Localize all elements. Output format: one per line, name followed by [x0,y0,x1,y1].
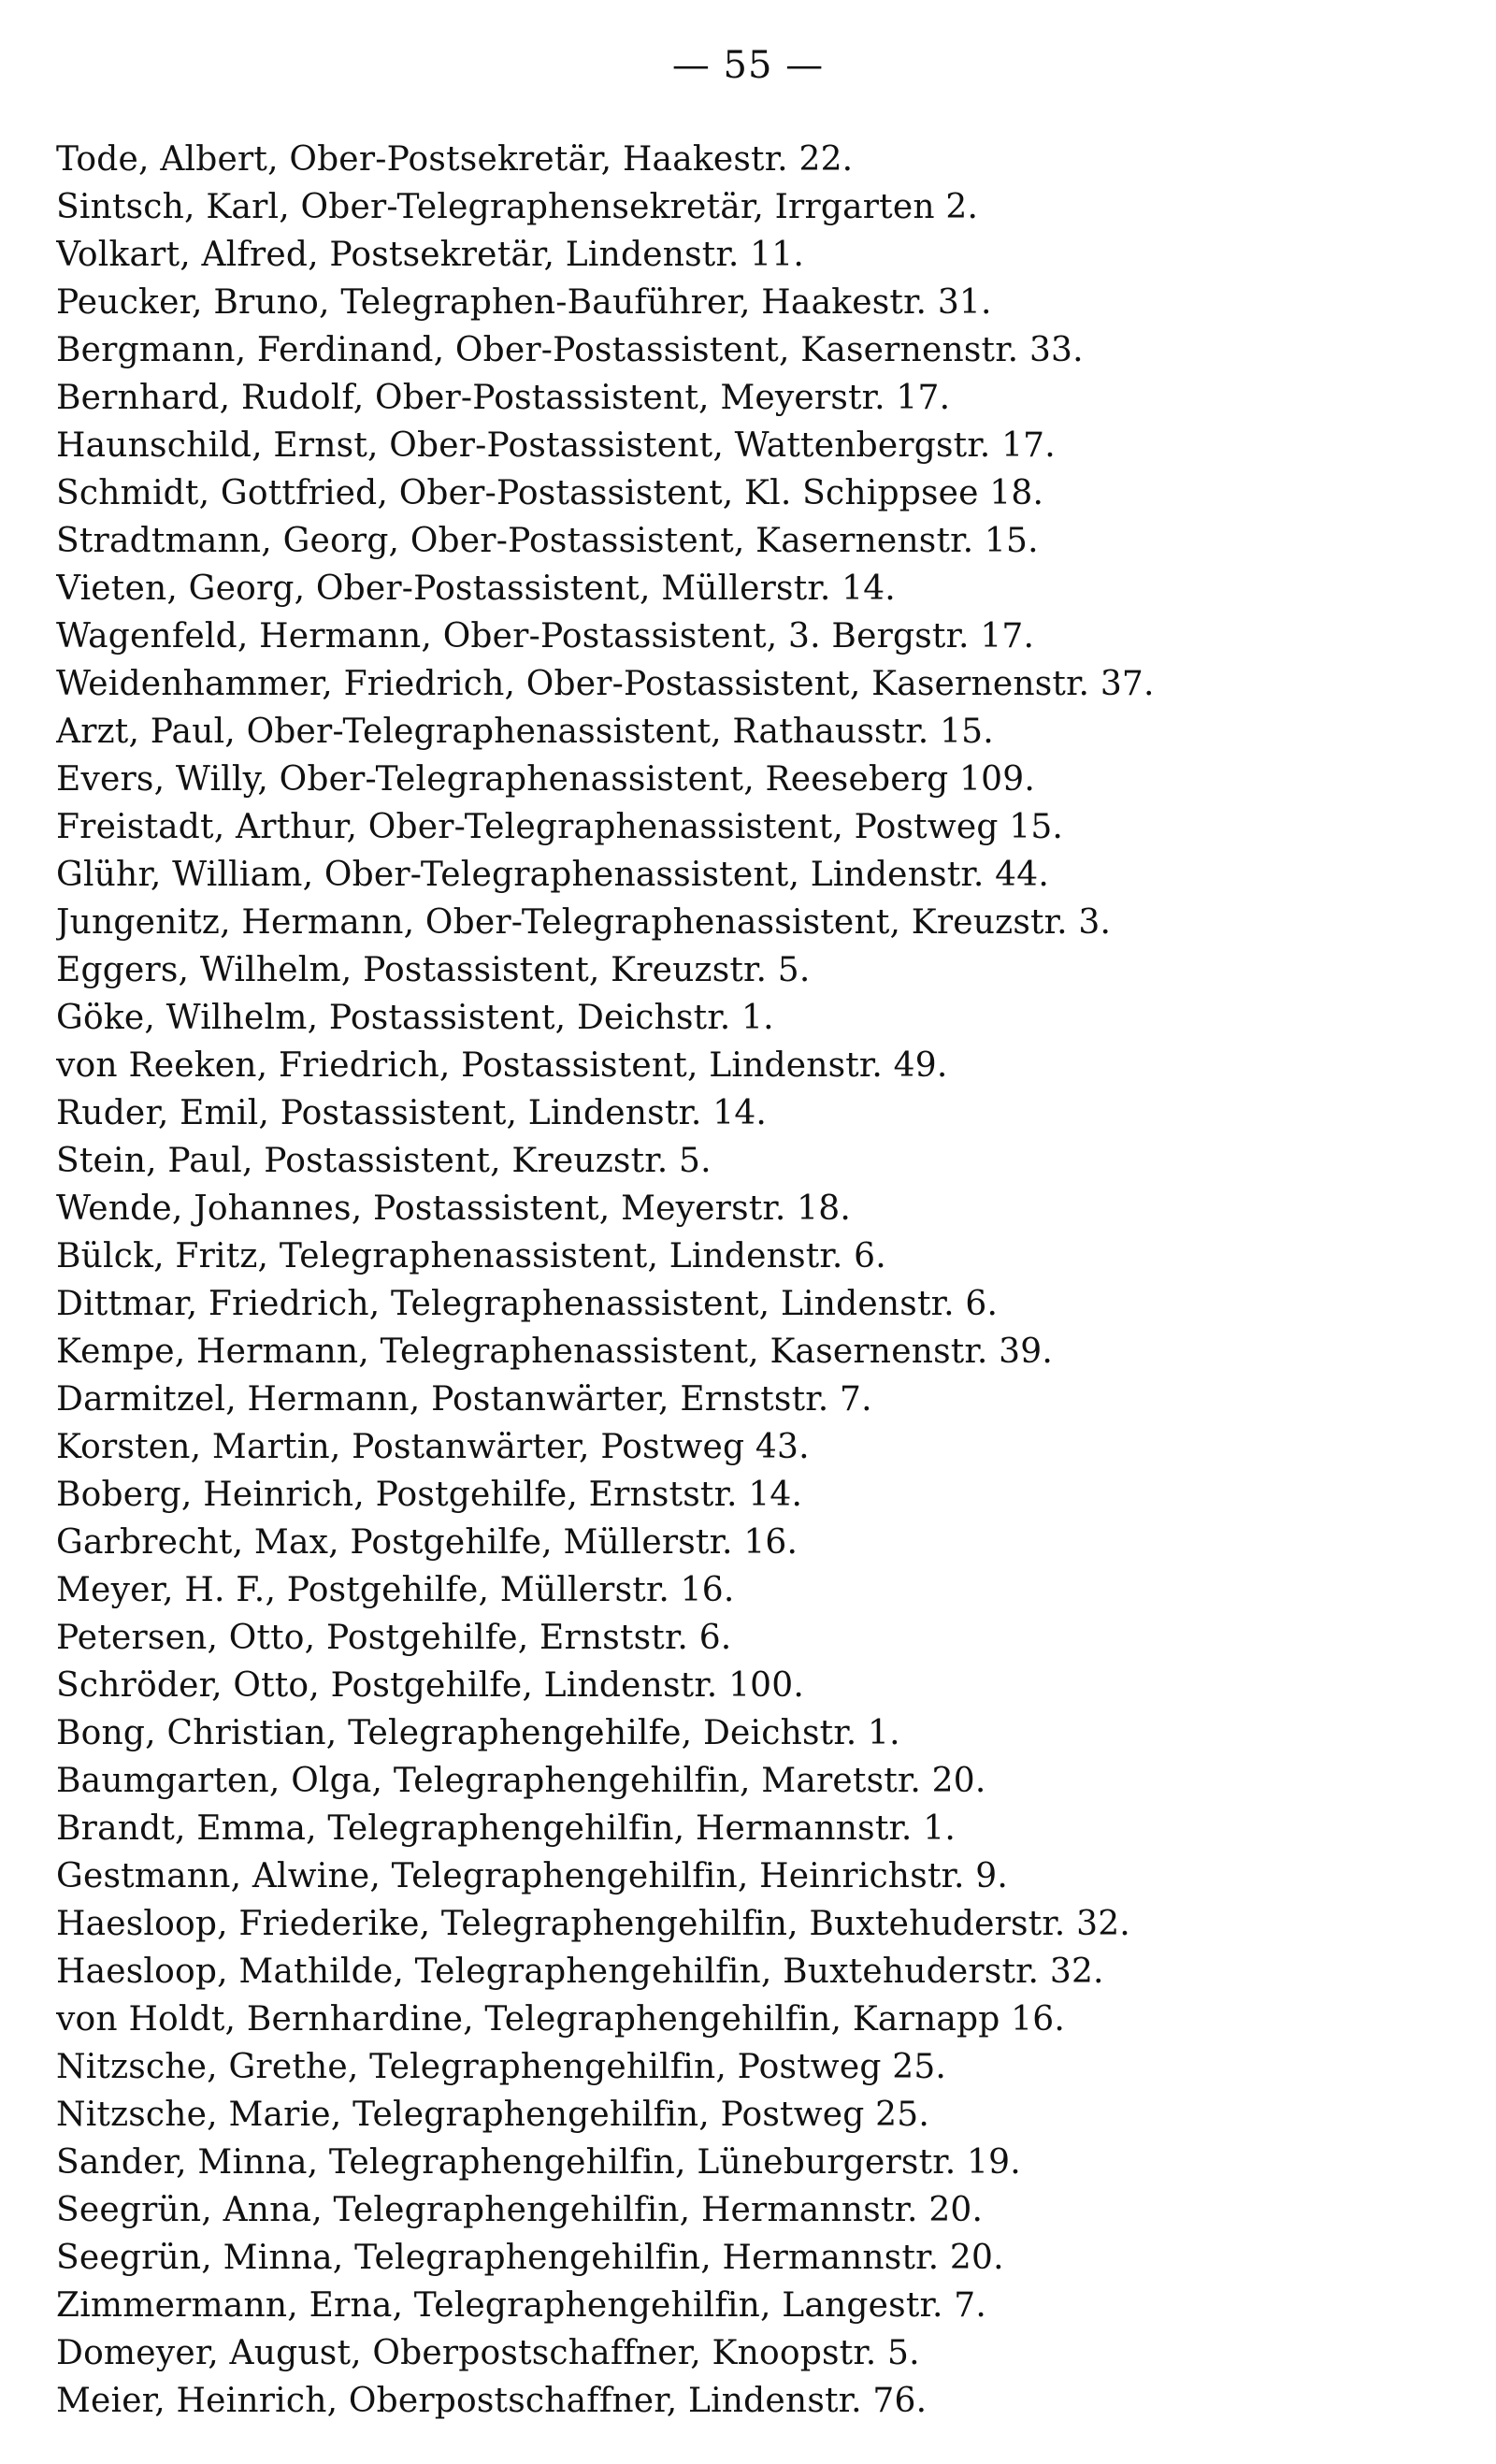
directory-entry: Jungenitz, Hermann, Ober-Telegraphenassistent, Kreuzstr. 3. [56,903,1112,942]
directory-entry: Göke, Wilhelm, Postassistent, Deichstr. 1. [56,999,774,1037]
directory-entry: Wagenfeld, Hermann, Ober-Postassistent, 3. Bergstr. 17. [56,617,1035,656]
directory-entry: Garbrecht, Max, Postgehilfe, Müllerstr. 16. [56,1523,798,1562]
directory-entry: Sander, Minna, Telegraphengehilfin, Lüneburgerstr. 19. [56,2143,1021,2182]
directory-entry: Eggers, Wilhelm, Postassistent, Kreuzstr. 5. [56,951,811,989]
directory-entry: von Holdt, Bernhardine, Telegraphengehilfin, Karnapp 16. [56,2000,1066,2039]
directory-entry: Peucker, Bruno, Telegraphen-Bauführer, Haakestr. 31. [56,283,992,322]
directory-entry: Tode, Albert, Ober-Postsekretär, Haakestr. 22. [56,140,854,179]
directory-entry: Bülck, Fritz, Telegraphenassistent, Lindenstr. 6. [56,1237,886,1275]
directory-entry: Nitzsche, Grethe, Telegraphengehilfin, Postweg 25. [56,2048,947,2086]
directory-entry: Boberg, Heinrich, Postgehilfe, Ernststr. 14. [56,1476,803,1514]
directory-entry: Ruder, Emil, Postassistent, Lindenstr. 14. [56,1094,768,1132]
directory-list [56,136,1300,2425]
directory-entry: Freistadt, Arthur, Ober-Telegraphenassistent, Postweg 15. [56,808,1064,846]
directory-entry: Zimmermann, Erna, Telegraphengehilfin, Langestr. 7. [56,2286,986,2325]
directory-entry: Seegrün, Minna, Telegraphengehilfin, Hermannstr. 20. [56,2239,1004,2277]
directory-entry: Baumgarten, Olga, Telegraphengehilfin, Maretstr. 20. [56,1762,986,1800]
directory-entry: Brandt, Emma, Telegraphengehilfin, Hermannstr. 1. [56,1809,956,1848]
directory-entry: Evers, Willy, Ober-Telegraphenassistent, Reeseberg 109. [56,760,1035,799]
directory-entry: Seegrün, Anna, Telegraphengehilfin, Hermannstr. 20. [56,2191,984,2229]
directory-entry: Arzt, Paul, Ober-Telegraphenassistent, Rathausstr. 15. [56,713,994,751]
directory-entry: Meier, Heinrich, Oberpostschaffner, Lindenstr. 76. [56,2382,928,2420]
directory-entry: Wende, Johannes, Postassistent, Meyerstr. 18. [56,1189,852,1228]
directory-entry: Korsten, Martin, Postanwärter, Postweg 43. [56,1428,810,1466]
directory-entry: Schmidt, Gottfried, Ober-Postassistent, Kl. Schippsee 18. [56,474,1044,512]
directory-entry: Vieten, Georg, Ober-Postassistent, Müllerstr. 14. [56,569,896,608]
directory-entry: Stradtmann, Georg, Ober-Postassistent, Kasernenstr. 15. [56,522,1039,560]
directory-entry: Darmitzel, Hermann, Postanwärter, Ernststr. 7. [56,1380,872,1419]
directory-entry: Bong, Christian, Telegraphengehilfe, Deichstr. 1. [56,1714,900,1752]
directory-entry: Domeyer, August, Oberpostschaffner, Knoopstr. 5. [56,2334,920,2372]
directory-entry: Schröder, Otto, Postgehilfe, Lindenstr. 100. [56,1666,805,1705]
directory-entry: Glühr, William, Ober-Telegraphenassistent, Lindenstr. 44. [56,856,1050,894]
directory-entry: Meyer, H. F., Postgehilfe, Müllerstr. 16. [56,1571,735,1609]
directory-entry: Petersen, Otto, Postgehilfe, Ernststr. 6. [56,1619,732,1657]
directory-entry: Bergmann, Ferdinand, Ober-Postassistent, Kasernenstr. 33. [56,331,1084,369]
directory-entry: Nitzsche, Marie, Telegraphengehilfin, Postweg 25. [56,2096,929,2134]
directory-entry: Gestmann, Alwine, Telegraphengehilfin, Heinrichstr. 9. [56,1857,1009,1895]
directory-entry: Bernhard, Rudolf, Ober-Postassistent, Meyerstr. 17. [56,379,951,417]
directory-entry: Volkart, Alfred, Postsekretär, Lindenstr. 11. [56,236,805,274]
directory-entry: Haunschild, Ernst, Ober-Postassistent, Wattenbergstr. 17. [56,426,1056,465]
directory-entry: Weidenhammer, Friedrich, Ober-Postassistent, Kasernenstr. 37. [56,665,1155,703]
directory-entry: Sintsch, Karl, Ober-Telegraphensekretär, Irrgarten 2. [56,188,979,226]
directory-entry: von Reeken, Friedrich, Postassistent, Lindenstr. 49. [56,1046,948,1085]
directory-entry: Stein, Paul, Postassistent, Kreuzstr. 5. [56,1142,712,1180]
directory-entry: Haesloop, Mathilde, Telegraphengehilfin, Buxtehuderstr. 32. [56,1952,1104,1991]
directory-entry: Dittmar, Friedrich, Telegraphenassistent, Lindenstr. 6. [56,1285,999,1323]
page-number: — 55 — [671,44,825,87]
directory-entry: Haesloop, Friederike, Telegraphengehilfin, Buxtehuderstr. 32. [56,1905,1130,1943]
directory-entry: Kempe, Hermann, Telegraphenassistent, Kasernenstr. 39. [56,1333,1054,1371]
